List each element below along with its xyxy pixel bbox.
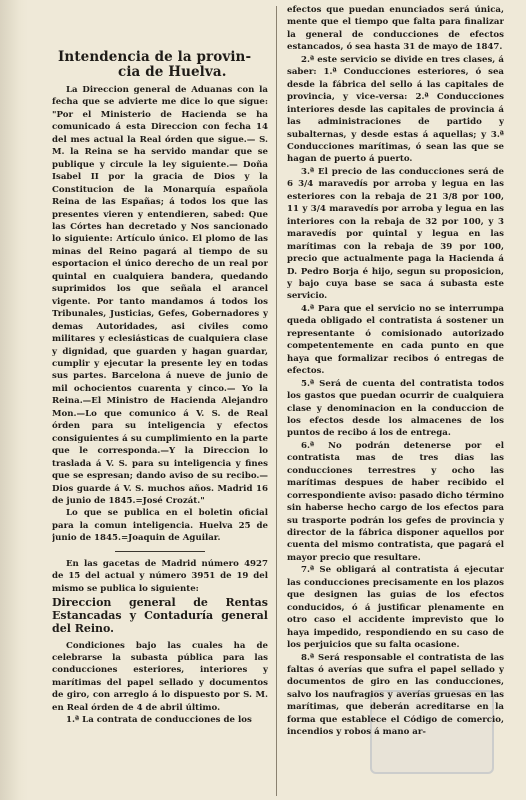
gazette-reference-paragraph: En las gacetas de Madrid número 4927 de 15 del actual y número 3951 de 19 del mismo se publica lo siguiente: <box>52 558 268 594</box>
condition-7-paragraph: 7.ª Se obligará al contratista á ejecutar las conducciones precisamente en los plazos que designen las guias de los efectos conducidos, ó á justificar plenamente en otro caso el accidente imprevisto que lo haya impedido, respondiendo en su caso de los perjuicios que su falta ocasione. <box>287 565 504 651</box>
section-separator <box>115 551 205 552</box>
subsection-heading: Direccion general de Rentas Estancadas y Contaduría general del Reino. <box>52 596 268 635</box>
condition-1-paragraph: 1.ª La contrata de conducciones de los <box>66 715 252 726</box>
condition-8-paragraph: 8.ª Será responsable el contratista de las faltas ó averías que sufra el papel sellado y documentos de giro en las conducciones, salvo los naufragios y averías gruesas en las marítimas, que deberán acreditarse en la forma que establece el Código de comercio, incendios y robos á mano ar- <box>287 652 504 738</box>
aduanas-order-paragraph: La Direccion general de Aduanas con la fecha que se advierte me dice lo que sigue: "Por el Ministerio de Hacienda se ha comunicado á esta Direccion con fecha 14 del mes actual la Real órden que sigue.— S. M. la Reina se ha servido mandar que se publique y circule la ley siguiente.— Doña Isabel II por la gracia de Dios y la Constitucion de la Monarquía española Reina de las Españas; á todos los que las presentes vieren y entendieren, sabed: Que las Córtes han decretado y Nos sancionado lo siguiente: Artículo único. El plomo de las minas del Reino pagará al tiempo de su esportacion el único derecho de un real por quintal en cualquiera bandera, quedando suprimidos los que señala el arancel vigente. Por tanto mandamos á todos los Tribunales, Justicias, Gefes, Gobernadores y demas Autoridades, asi civiles como militares y eclesiásticas de cualquiera clase y dignidad, que guarden y hagan guardar, cumplir y ejecutar la presente ley en todas sus partes. Barcelona á nueve de junio de mil ochocientos cuarenta y cinco.— Yo la Reina.—El Ministro de Hacienda Alejandro Mon.—Lo que comunico á V. S. de Real órden para su inteligencia y efectos consiguientes á su cumplimiento en la parte que le corresponda.—Y la Direccion lo traslada á V. S. para su inteligencia y fines que se espresan; dando aviso de su recibo.—Dios guarde á V. S. muchos años. Madrid 16 de junio de 1845.=José Crozát." <box>52 85 268 506</box>
heading-line-1: Intendencia de la provin- <box>58 49 252 65</box>
condition-2-paragraph: 2.ª este servicio se divide en tres clases, á saber: 1.ª Conducciones esteriores, ó sea desde la fábrica del sello á las capitales de provincia, y vice-versa: 2.ª Conducciones interiores desde las capitales de provincia á las administraciones de partido y subalternas, y desde estas á aquellas; y 3.ª Conducciones marítimas, ó sean las que se hagan de puerto á puerto. <box>287 54 504 165</box>
right-column <box>287 0 504 800</box>
condition-3-paragraph: 3.ª El precio de las conducciones será de 6 3/4 maravedís por arroba y legua en las esteriores con la rebaja de 21 3/8 por 100, 11 y 3/4 maravedís por arroba y legua en las interiores con la rebaja de 32 por 100, y 3 maravedís por quintal y legua en las marítimas con la rebaja de 39 por 100, precio que actualmente paga la Hacienda á D. Pedro Borja é hijo, segun su proposicion, y bajo cuya base se saca á subasta este servicio. <box>287 166 504 302</box>
condition-4-paragraph: 4.ª Para que el servicio no se interrumpa queda obligado el contratista á sostener un representante ó comisionado autorizado competentemente en cada punto en que haya que formalizar recibos ó entregas de efectos. <box>287 303 504 377</box>
section-heading <box>58 50 268 80</box>
publication-notice-paragraph: Lo que se publica en el boletin oficial para la comun inteligencia. Huelva 25 de junio de 1845.=Joaquin de Aguilar. <box>52 508 268 544</box>
column-divider <box>276 6 277 796</box>
conditions-intro-paragraph: Condiciones bajo las cuales ha de celebrarse la subasta pública para las conducciones esteriores, interiores y marítimas del papel sellado y documentos de giro, con arreglo á lo dispuesto por S. M. en Real órden de 4 de abril último. <box>52 640 268 713</box>
left-column <box>52 0 268 800</box>
page-gutter-shadow <box>0 0 28 800</box>
condition-6-paragraph: 6.ª No podrán detenerse por el contratista mas de tres dias las conducciones terrestres y ocho las marítimas despues de haber recibido el correspondiente aviso: pasado dicho término sin haberse hecho cargo de los efectos para su trasporte podrán los gefes de provincia y director de la fábrica disponer aquellos por cuenta del mismo contratista, que pagará el mayor precio que resultare. <box>287 440 504 563</box>
condition-5-paragraph: 5.ª Será de cuenta del contratista todos los gastos que puedan ocurrir de cualquiera clase y denominacion en la conduccion de los efectos desde los almacenes de los puntos de recibo á los de entrega. <box>287 378 504 439</box>
condition-1-continued: efectos que puedan enunciados será única, mente que el tiempo que falta para finalizar la general de conducciones de efectos estancados, ó sea hasta 31 de mayo de 1847. <box>287 5 504 53</box>
heading-line-2: cia de Huelva. <box>118 64 227 80</box>
